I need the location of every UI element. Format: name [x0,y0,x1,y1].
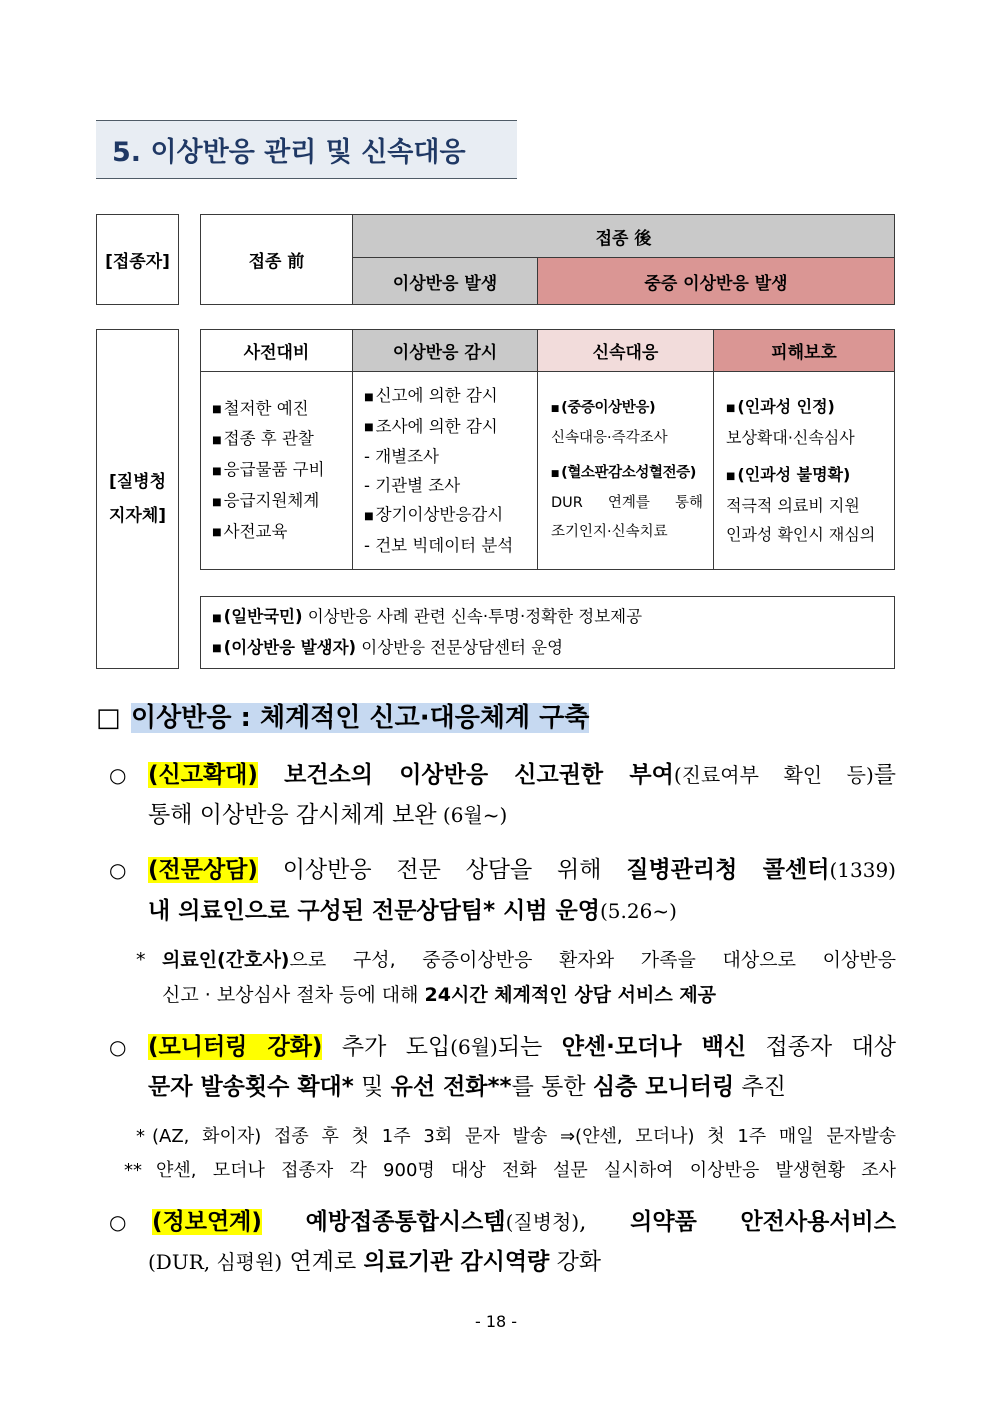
public-info-box [200,596,895,669]
bullet-2-line-1 [148,853,896,887]
bullet-text: 문자 발송횟수 확대* [148,1074,354,1100]
list-item: ■ (혈소판감소성혈전증) [551,459,696,489]
list-item: ■ 사전교육 [212,517,287,548]
list-detail: 인과성 확인시 재심의 [726,524,876,544]
bullet-aside: (5.26~) [600,899,677,923]
list-item: ■ (인과성 인정) [726,392,835,423]
column-header-rapid-response: 신속대응 [537,329,714,372]
bullet-text: 및 [353,1074,391,1100]
footnote-marker: * [136,949,146,971]
bullet-tag: (신고확대) [148,762,258,788]
recipient-label: [접종자] [96,214,179,305]
agency-label-line: 지자체] [108,506,167,526]
list-item: ■ 접종 후 관찰 [212,424,314,455]
footnote-line [162,981,716,1009]
section-title-box [96,120,517,179]
list-item: ■ (중증이상반응) [551,394,655,424]
bullet-circle-marker: ○ [109,858,127,882]
bullet-text: 의약품 안전사용서비스 [586,1209,896,1235]
bullet-1-line-1 [148,758,896,792]
bullet-text: 통해 이상반응 감시체계 보완 [148,802,437,828]
after-vaccination-cell: 접종 後 [352,214,895,258]
bullet-text: 추가 도입 [322,1034,451,1060]
public-info-text: 이상반응 사례 관련 신속·투명·정확한 정보제공 [302,606,643,626]
bullet-3-line-1 [148,1030,896,1064]
page-number: - 18 - [474,1312,518,1331]
bullet-4-line-1 [152,1205,896,1239]
list-subitem: - 개별조사 [364,447,439,467]
bullet-text: 강화 [549,1249,602,1275]
public-info-label: (이상반응 발생자) [223,637,357,657]
bullet-text: 내 의료인으로 구성된 전문상담팀* 시범 운영 [148,898,600,924]
bullet-circle-marker: ○ [109,763,127,787]
bullet-text: 얀센·모더나 백신 [561,1034,747,1060]
column-body-damage-protection [713,371,895,570]
bullet-circle-marker: ○ [109,1035,127,1059]
section-title: 5. 이상반응 관리 및 신속대응 [112,137,466,168]
heading-text: 이상반응 : 체계적인 신고·대응체계 구축 [131,703,590,733]
before-vaccination-cell: 접종 前 [200,214,353,305]
column-header-damage-protection: 피해보호 [713,329,895,372]
footnote-text: 24시간 체계적인 상담 서비스 제공 [424,984,717,1006]
footnote-marker: ** [124,1160,142,1181]
bullet-2-line-2 [148,894,677,928]
bullet-text: 심층 모니터링 [592,1074,735,1100]
footnote-text: 신고 · 보상심사 절차 등에 대해 [162,984,425,1006]
agency-label [96,329,179,669]
subsection-heading [96,700,589,736]
bullet-text: , [579,1209,587,1235]
bullet-3-line-2 [148,1070,786,1104]
list-detail: DUR 연계를 통해 [551,494,703,511]
public-info-text: 이상반응 전문상담센터 운영 [356,637,564,657]
bullet-text: 를 통한 [511,1074,593,1100]
bullet-aside: (DUR, 심평원) [148,1250,283,1274]
heading-square-marker: □ [96,703,121,733]
bullet-aside: (1339) [829,858,896,882]
severe-adverse-event-cell: 중증 이상반응 발생 [537,257,895,305]
bullet-text: 질병관리청 콜센터 [626,857,830,883]
footnote-text: 으로 구성, 중증이상반응 환자와 가족을 대상으로 이상반응 [289,949,896,971]
list-item: ■ 응급지원체계 [212,486,319,517]
bullet-text: 보건소의 이상반응 신고권한 부여 [257,762,674,788]
column-body-preparation [200,371,353,570]
list-item: ■ 조사에 의한 감시 [364,412,498,443]
footnote-marker: * [136,1126,145,1147]
bullet-text: 되는 [497,1034,562,1060]
bullet-4-line-2 [148,1245,601,1279]
agency-label-line: [질병청 [108,472,167,492]
list-detail: 조기인지·신속치료 [551,523,668,540]
footnote-line: 얀센, 모더나 접종자 각 900명 대상 전화 설문 실시하여 이상반응 발생현황 조사 [156,1160,896,1181]
list-subitem: - 기관별 조사 [364,476,461,496]
adverse-event-cell: 이상반응 발생 [352,257,538,305]
footnote-line: (AZ, 화이자) 접종 후 첫 1주 3회 문자 발송 ⇒(얀센, 모더나) 첫 1주 매일 문자발송 [152,1126,896,1147]
list-detail: 신속대응·즉각조사 [551,430,668,446]
public-info-line [212,633,563,664]
bullet-text: 유선 전화** [390,1074,512,1100]
public-info-line [212,602,642,633]
bullet-text: 연계로 [282,1249,364,1275]
bullet-aside: (6월~) [436,803,508,827]
bullet-aside: (진료여부 확인 등) [673,763,874,787]
list-item: ■ 응급물품 구비 [212,455,325,486]
public-info-label: (일반국민) [223,606,303,626]
bullet-text: 예방접종통합시스템 [261,1209,506,1235]
list-item: ■ 철저한 예진 [212,394,309,425]
column-body-rapid-response [537,371,714,570]
list-item: ■ 장기이상반응감시 [364,500,503,531]
bullet-tag: (모니터링 강화) [148,1034,323,1060]
bullet-tag: (정보연계) [152,1209,262,1235]
column-header-monitoring: 이상반응 감시 [352,329,538,372]
bullet-text: 추진 [734,1074,786,1100]
bullet-text: 접종자 대상 [746,1034,897,1060]
bullet-text: 의료기관 감시역량 [363,1249,550,1275]
list-item: ■ 신고에 의한 감시 [364,381,498,412]
bullet-1-line-2 [148,798,507,832]
list-subitem: - 건보 빅데이터 분석 [364,536,514,556]
column-header-preparation: 사전대비 [200,329,353,372]
bullet-text: 이상반응 전문 상담을 위해 [257,857,627,883]
bullet-text: 를 [873,762,896,788]
column-body-monitoring [352,371,538,570]
footnote-line [162,946,896,974]
bullet-tag: (전문상담) [148,857,258,883]
list-item: ■ (인과성 불명확) [726,460,850,491]
bullet-aside: (6월) [450,1035,498,1059]
bullet-circle-marker: ○ [109,1210,127,1234]
list-detail: 보상확대·신속심사 [726,428,855,447]
bullet-aside: (질병청) [505,1210,580,1234]
footnote-text: 의료인(간호사) [162,949,290,971]
list-detail: 적극적 의료비 지원 [726,495,860,515]
